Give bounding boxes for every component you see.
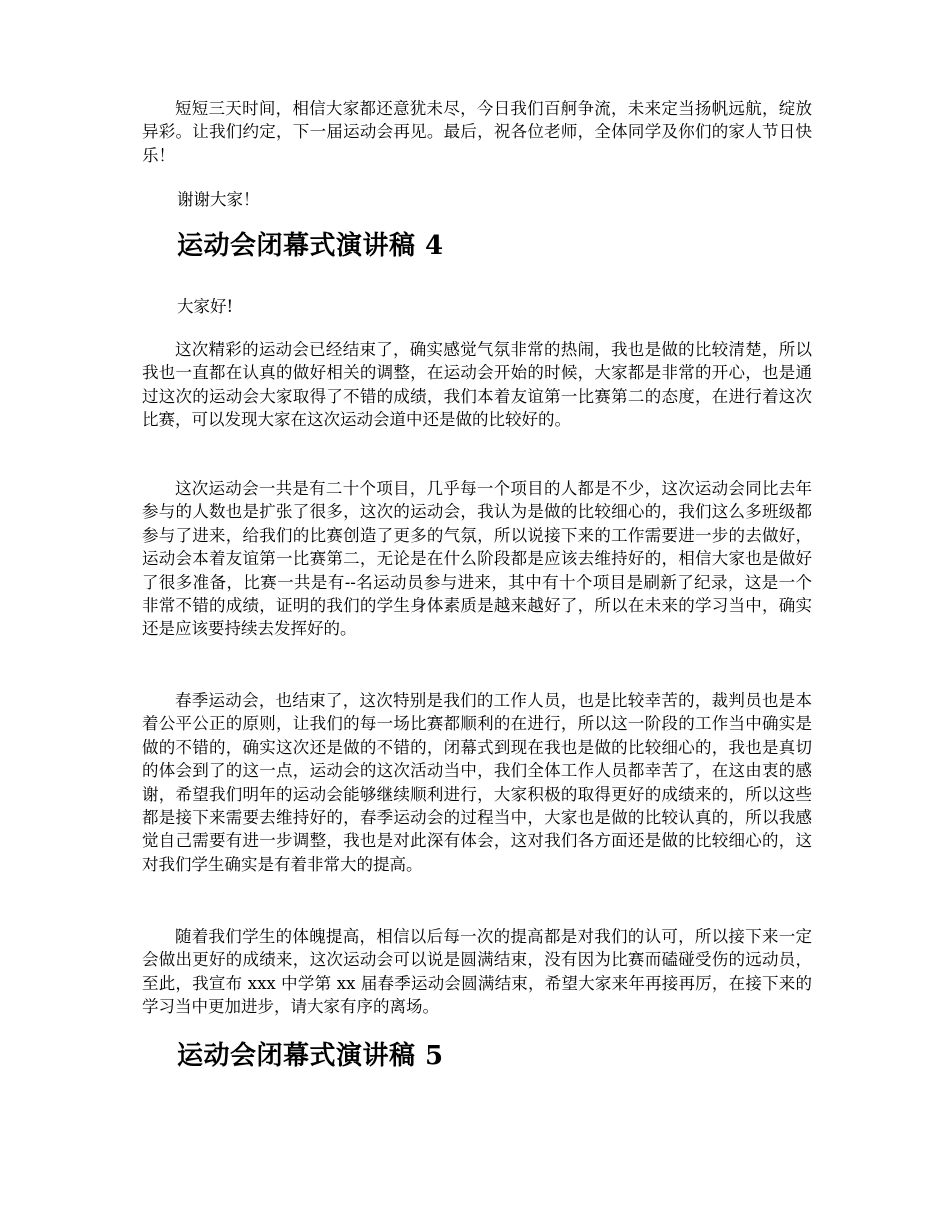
paragraph-closing-wishes: 短短三天时间，相信大家都还意犹未尽，今日我们百舸争流，未来定当扬帆远航，绽放异彩。让我们约定，下一届运动会再见。最后，祝各位老师，全体同学及你们的家人节日快乐！ bbox=[142, 99, 812, 165]
paragraph-staff-thanks: 春季运动会，也结束了，这次特别是我们的工作人员，也是比较幸苦的，裁判员也是本着公平公正的原则，让我们的每一场比赛都顺利的在进行，所以这一阶段的工作当中确实是做的不错的，确实这次还是做的不错的，闭幕式到现在我也是做的比较细心的，我也是真切的体会到了的这一点，运动会的这次活动当中，我们全体工作人员都幸苦了，在这由衷的感谢，希望我们明年的运动会能够继续顺利进行，大家积极的取得更好的成绩来的，所以这些都是接下来需要去维持好的，春季运动会的过程当中，大家也是做的比较认真的，所以我感觉自己需要有进一步调整，我也是对此深有体会，这对我们各方面还是做的比较细心的，这对我们学生确实是有着非常大的提高。 bbox=[142, 691, 812, 874]
paragraph-thanks: 谢谢大家！ bbox=[177, 190, 260, 209]
section-heading-speech-4: 运动会闭幕式演讲稿 4 bbox=[177, 231, 444, 261]
paragraph-events-summary: 这次运动会一共是有二十个项目，几乎每一个项目的人都是不少，这次运动会同比去年参与的人数也是扩张了很多，这次的运动会，我认为是做的比较细心的，我们这么多班级都参与了进来，给我们的比赛创造了更多的气氛，所以说接下来的工作需要进一步的去做好，运动会本着友谊第一比赛第二，无论是在什么阶段都是应该去维持好的，相信大家也是做好了很多准备，比赛一共是有--名运动员参与进来，其中有十个项目是刷新了纪录，这是一个非常不错的成绩，证明的我们的学生身体素质是越来越好了，所以在未来的学习当中，确实还是应该要持续去发挥好的。 bbox=[142, 479, 812, 639]
paragraph-closing-declaration: 随着我们学生的体魄提高，相信以后每一次的提高都是对我们的认可，所以接下来一定会做出更好的成绩来，这次运动会可以说是圆满结束，没有因为比赛而磕碰受伤的远动员，至此，我宣布 xxx 中学第 xx 届春季运动会圆满结束，希望大家来年再接再厉，在接下来的学习当中更加进步，请大家有序的离场。 bbox=[142, 927, 812, 1017]
section-heading-speech-5: 运动会闭幕式演讲稿 5 bbox=[177, 1041, 444, 1071]
paragraph-greeting: 大家好! bbox=[177, 297, 234, 316]
paragraph-atmosphere: 这次精彩的运动会已经结束了，确实感觉气氛非常的热闹，我也是做的比较清楚，所以我也一直都在认真的做好相关的调整，在运动会开始的时候，大家都是非常的开心，也是通过这次的运动会大家取得了不错的成绩，我们本着友谊第一比赛第二的态度，在进行着这次比赛，可以发现大家在这次运动会道中还是做的比较好的。 bbox=[142, 340, 812, 430]
